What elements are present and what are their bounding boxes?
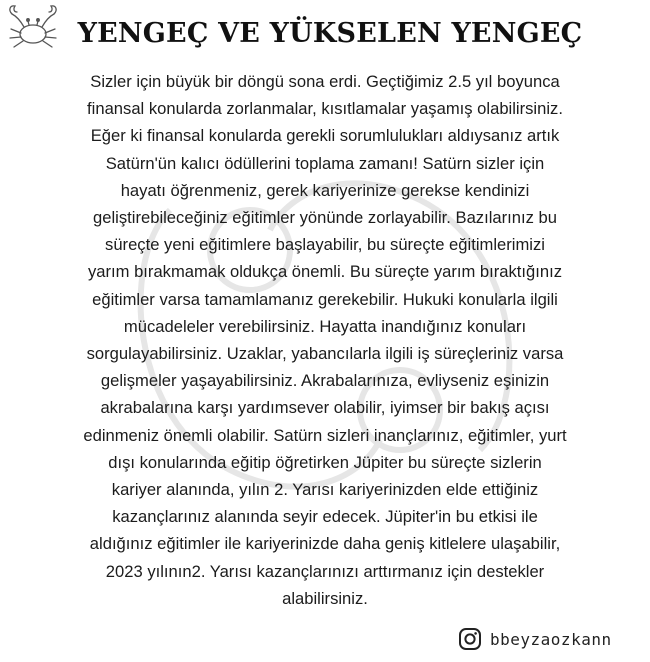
body-line: sorgulayabilirsiniz. Uzaklar, yabancılarla ilgili iş süreçleriniz varsa	[86, 344, 564, 364]
body-line: süreçte yeni eğitimlere başlayabilir, bu süreçte eğitimlerimizi	[105, 235, 545, 255]
body-line: 2023 yılının2. Yarısı kazançlarınızı arttırmanız için destekler	[105, 561, 545, 581]
handle-text: bbeyzaozkann	[490, 629, 612, 649]
body-line: dışı konularında eğitip öğretirken Jüpiter bu süreçte sizlerin	[108, 452, 542, 472]
body-line: alabilirsiniz.	[282, 588, 368, 608]
body-line: Eğer ki finansal konularda gerekli sorumlulukları aldıysanız artık	[90, 126, 560, 146]
body-line: geliştirebileceğiniz eğitimler yönünde zorlayabilir. Bazılarınız bu	[93, 208, 557, 228]
body-line: finansal konularda zorlanmalar, kısıtlamalar yaşamış olabilirsiniz.	[87, 99, 563, 119]
instagram-icon	[458, 627, 482, 651]
body-line: eğitimler varsa tamamlamanız gerekebilir. Hukuki konularla ilgili	[92, 289, 558, 309]
body-line: kariyer alanında, yılın 2. Yarısı kariyerinizden elde ettiğiniz	[111, 480, 539, 500]
body-line: aldığınız eğitimler ile kariyerinizde daha geniş kitlelere ulaşabilir,	[89, 534, 561, 554]
body-line: hayatı öğrenmeniz, gerek kariyerinize gerekse kendinizi	[120, 180, 530, 200]
body-line: Sizler için büyük bir döngü sona erdi. Geçtiğimiz 2.5 yıl boyunca	[90, 72, 560, 91]
body-line: edinmeniz önemli olabilir. Satürn sizleri inançlarınız, eğitimler, yurt	[83, 425, 567, 445]
crab-icon	[2, 0, 64, 62]
body-line: yarım bırakmamak oldukça önemli. Bu süreçte yarım bıraktığınız	[87, 262, 563, 282]
page-title: YENGEÇ VE YÜKSELEN YENGEÇ	[77, 18, 583, 49]
body-line: Satürn'ün kalıcı ödüllerini toplama zamanı! Satürn sizler için	[105, 153, 545, 173]
instagram-handle[interactable]	[458, 627, 612, 651]
body-line: akrabalarına karşı yardımsever olabilir, iyimser bir bakış açısı	[100, 398, 550, 418]
body-line: gelişmeler yaşayabilirsiniz. Akrabalarınıza, evliyseniz eşinizin	[100, 371, 550, 391]
body-line: mücadeleler verebilirsiniz. Hayatta inandığınız konuları	[123, 316, 527, 336]
horoscope-body	[14, 68, 636, 612]
body-line: kazançlarınız alanında seyir edecek. Jüpiter'in bu etkisi ile	[112, 507, 538, 527]
